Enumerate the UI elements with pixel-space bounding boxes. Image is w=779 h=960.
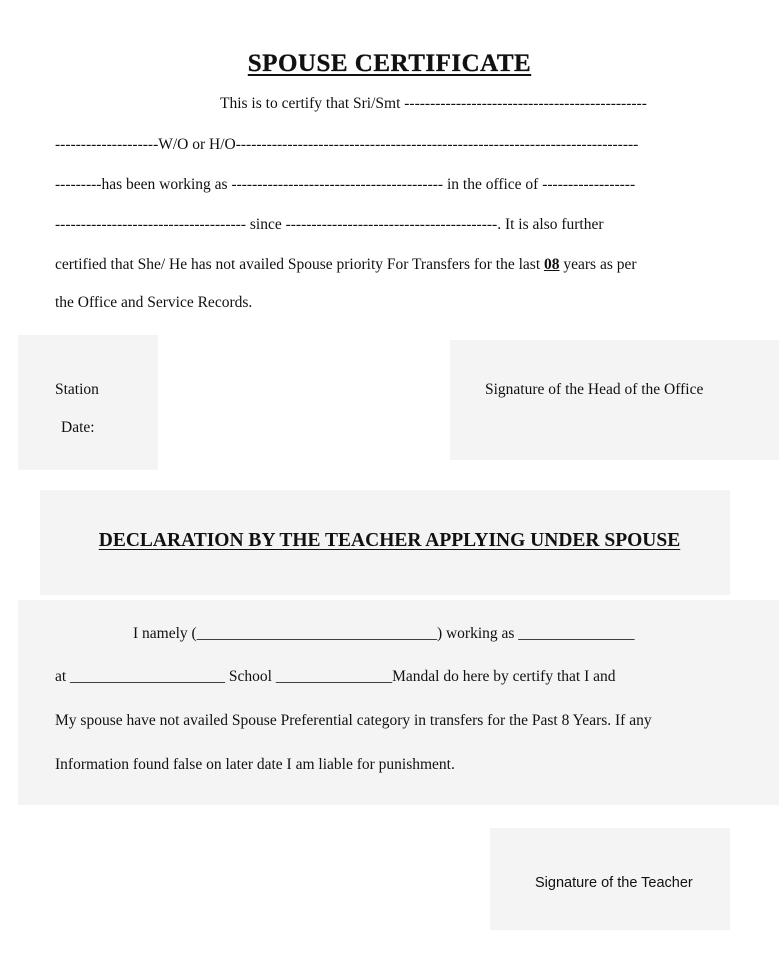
certificate-line-2: --------------------W/O or H/O------------------------------------------------------------------------------ bbox=[55, 136, 639, 153]
signature-teacher: Signature of the Teacher bbox=[535, 875, 693, 891]
declaration-line-1: I namely (_______________________________) working as _______________ bbox=[133, 625, 635, 642]
scan-shade bbox=[450, 340, 779, 460]
certificate-line-5-tail: years as per bbox=[559, 256, 637, 273]
signature-head-of-office: Signature of the Head of the Office bbox=[485, 381, 704, 398]
declaration-line-2: at ____________________ School _______________Mandal do here by certify that I and bbox=[55, 668, 616, 685]
scan-shade bbox=[18, 335, 158, 470]
declaration-line-4: Information found false on later date I am liable for punishment. bbox=[55, 756, 455, 773]
years-value: 08 bbox=[544, 256, 560, 273]
certificate-line-5 bbox=[55, 255, 637, 275]
declaration-line-3: My spouse have not availed Spouse Preferential category in transfers for the Past 8 Years. If any bbox=[55, 712, 652, 729]
certificate-line-5-text: certified that She/ He has not availed Spouse priority For Transfers for the last bbox=[55, 256, 545, 273]
certificate-line-1: This is to certify that Sri/Smt ----------------------------------------------- bbox=[220, 95, 647, 112]
station-label: Station bbox=[55, 381, 99, 398]
certificate-line-6: the Office and Service Records. bbox=[55, 294, 253, 311]
certificate-line-3: ---------has been working as ----------------------------------------- in the office of ------------------ bbox=[55, 176, 636, 193]
declaration-heading: DECLARATION BY THE TEACHER APPLYING UNDER SPOUSE bbox=[98, 530, 681, 551]
certificate-line-4: ------------------------------------- since -----------------------------------------. It is also further bbox=[55, 216, 604, 233]
date-label: Date: bbox=[61, 419, 95, 436]
page-title: SPOUSE CERTIFICATE bbox=[247, 50, 532, 77]
